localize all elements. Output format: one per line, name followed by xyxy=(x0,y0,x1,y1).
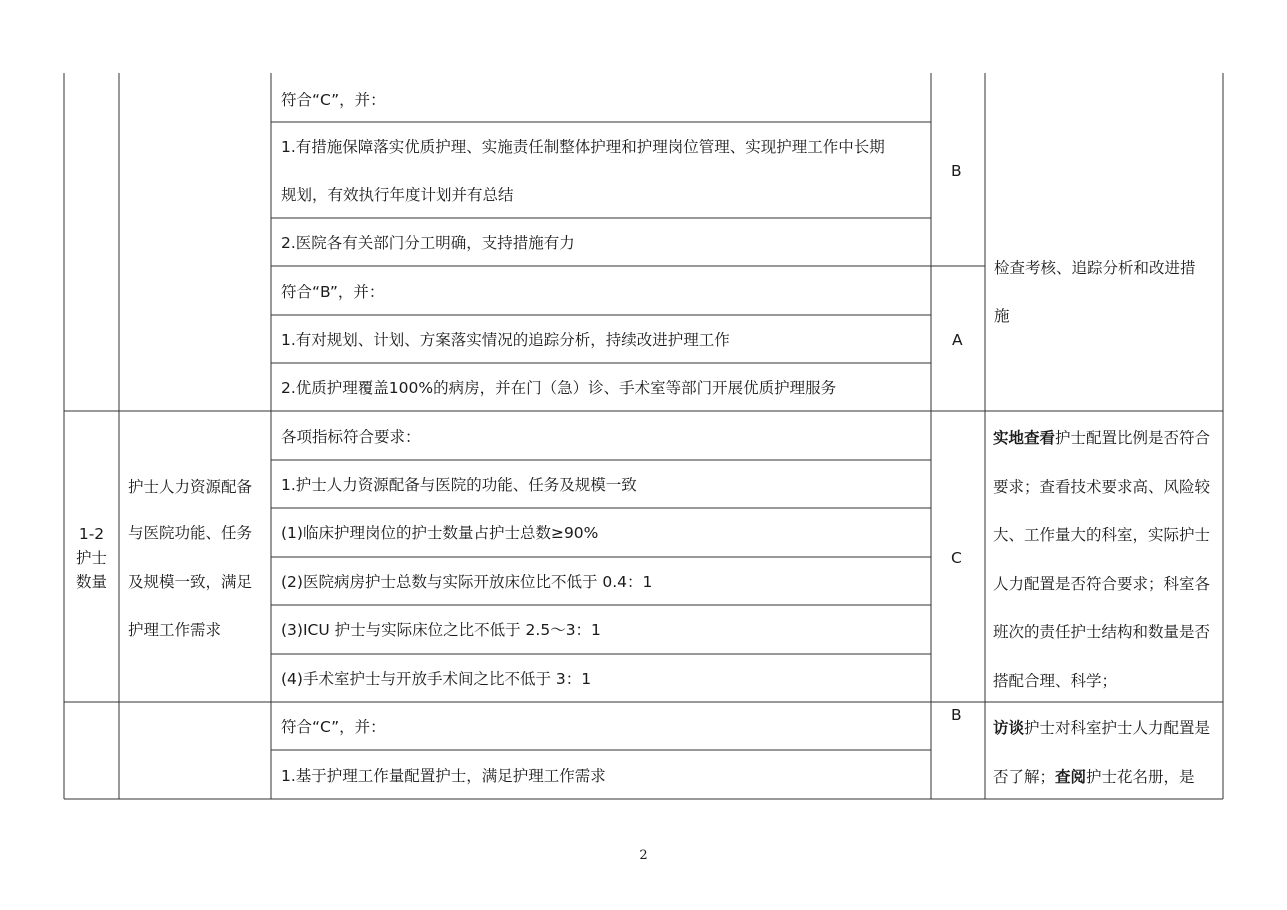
criterion-b2-heading: 符合“C”，并： xyxy=(281,718,386,736)
section-name-line1: 护士 xyxy=(75,549,107,567)
method-bold-review: 查阅 xyxy=(1055,767,1087,786)
criterion-b2-item-1: 1.基于护理工作量配置护士，满足护理工作需求 xyxy=(281,767,606,785)
criterion-b-heading: 符合“C”，并： xyxy=(281,91,386,109)
standard-line3: 及规模一致，满足 xyxy=(128,573,253,591)
grade-b2-label: B xyxy=(951,706,962,724)
page-number: 2 xyxy=(639,848,648,863)
method-bold-inspect: 实地查看 xyxy=(993,429,1056,447)
standard-line1: 护士人力资源配备 xyxy=(128,478,253,496)
method-text-inspect: 护士配置比例是否符合要求；查看技术要求高、风险较大、工作量大的科室，实际护士人力配置是否符合要求；科室各班次的责任护士结构和数量是否搭配合理、科学； xyxy=(993,429,1211,690)
grade-a-label: A xyxy=(952,331,963,349)
criterion-a-item-2: 2.优质护理覆盖100%的病房，并在门（急）诊、手术室等部门开展优质护理服务 xyxy=(281,379,837,397)
method-top-line2: 施 xyxy=(994,307,1010,325)
method-text-review: 护士花名册，是 xyxy=(1086,767,1195,786)
grade-b-label: B xyxy=(951,162,962,180)
section-code: 1-2 xyxy=(78,525,105,543)
criterion-c-item-1: 1.护士人力资源配备与医院的功能、任务及规模一致 xyxy=(281,476,637,494)
criterion-c-item-1a: (1)临床护理岗位的护士数量占护士总数≥90% xyxy=(281,524,599,542)
criterion-c-heading: 各项指标符合要求： xyxy=(281,428,421,446)
criterion-c-item-1b: (2)医院病房护士总数与实际开放床位比不低于 0.4：1 xyxy=(281,573,653,591)
method-1-2-part2 xyxy=(993,704,1219,800)
standard-line4: 护理工作需求 xyxy=(128,621,222,639)
criterion-c-item-1c: (3)ICU 护士与实际床位之比不低于 2.5～3：1 xyxy=(281,621,601,639)
method-1-2-part1 xyxy=(993,414,1219,704)
standard-line2: 与医院功能、任务 xyxy=(128,524,253,542)
section-name-line2: 数量 xyxy=(75,573,107,591)
criterion-c-item-1d: (4)手术室护士与开放手术间之比不低于 3：1 xyxy=(281,670,592,688)
criterion-b-item-2: 2.医院各有关部门分工明确，支持措施有力 xyxy=(281,234,575,252)
criterion-b-item-1-cont: 规划，有效执行年度计划并有总结 xyxy=(281,186,514,204)
method-text-interview: 护士对科室护士人力配置是否了解； xyxy=(993,719,1211,786)
method-bold-interview: 访谈 xyxy=(993,719,1025,737)
criterion-a-heading: 符合“B”，并： xyxy=(281,283,385,301)
method-top-line1: 检查考核、追踪分析和改进措 xyxy=(994,259,1196,277)
criterion-a-item-1: 1.有对规划、计划、方案落实情况的追踪分析，持续改进护理工作 xyxy=(281,331,730,349)
criterion-b-item-1: 1.有措施保障落实优质护理、实施责任制整体护理和护理岗位管理、实现护理工作中长期 xyxy=(281,138,885,156)
grade-c-label: C xyxy=(951,549,962,567)
